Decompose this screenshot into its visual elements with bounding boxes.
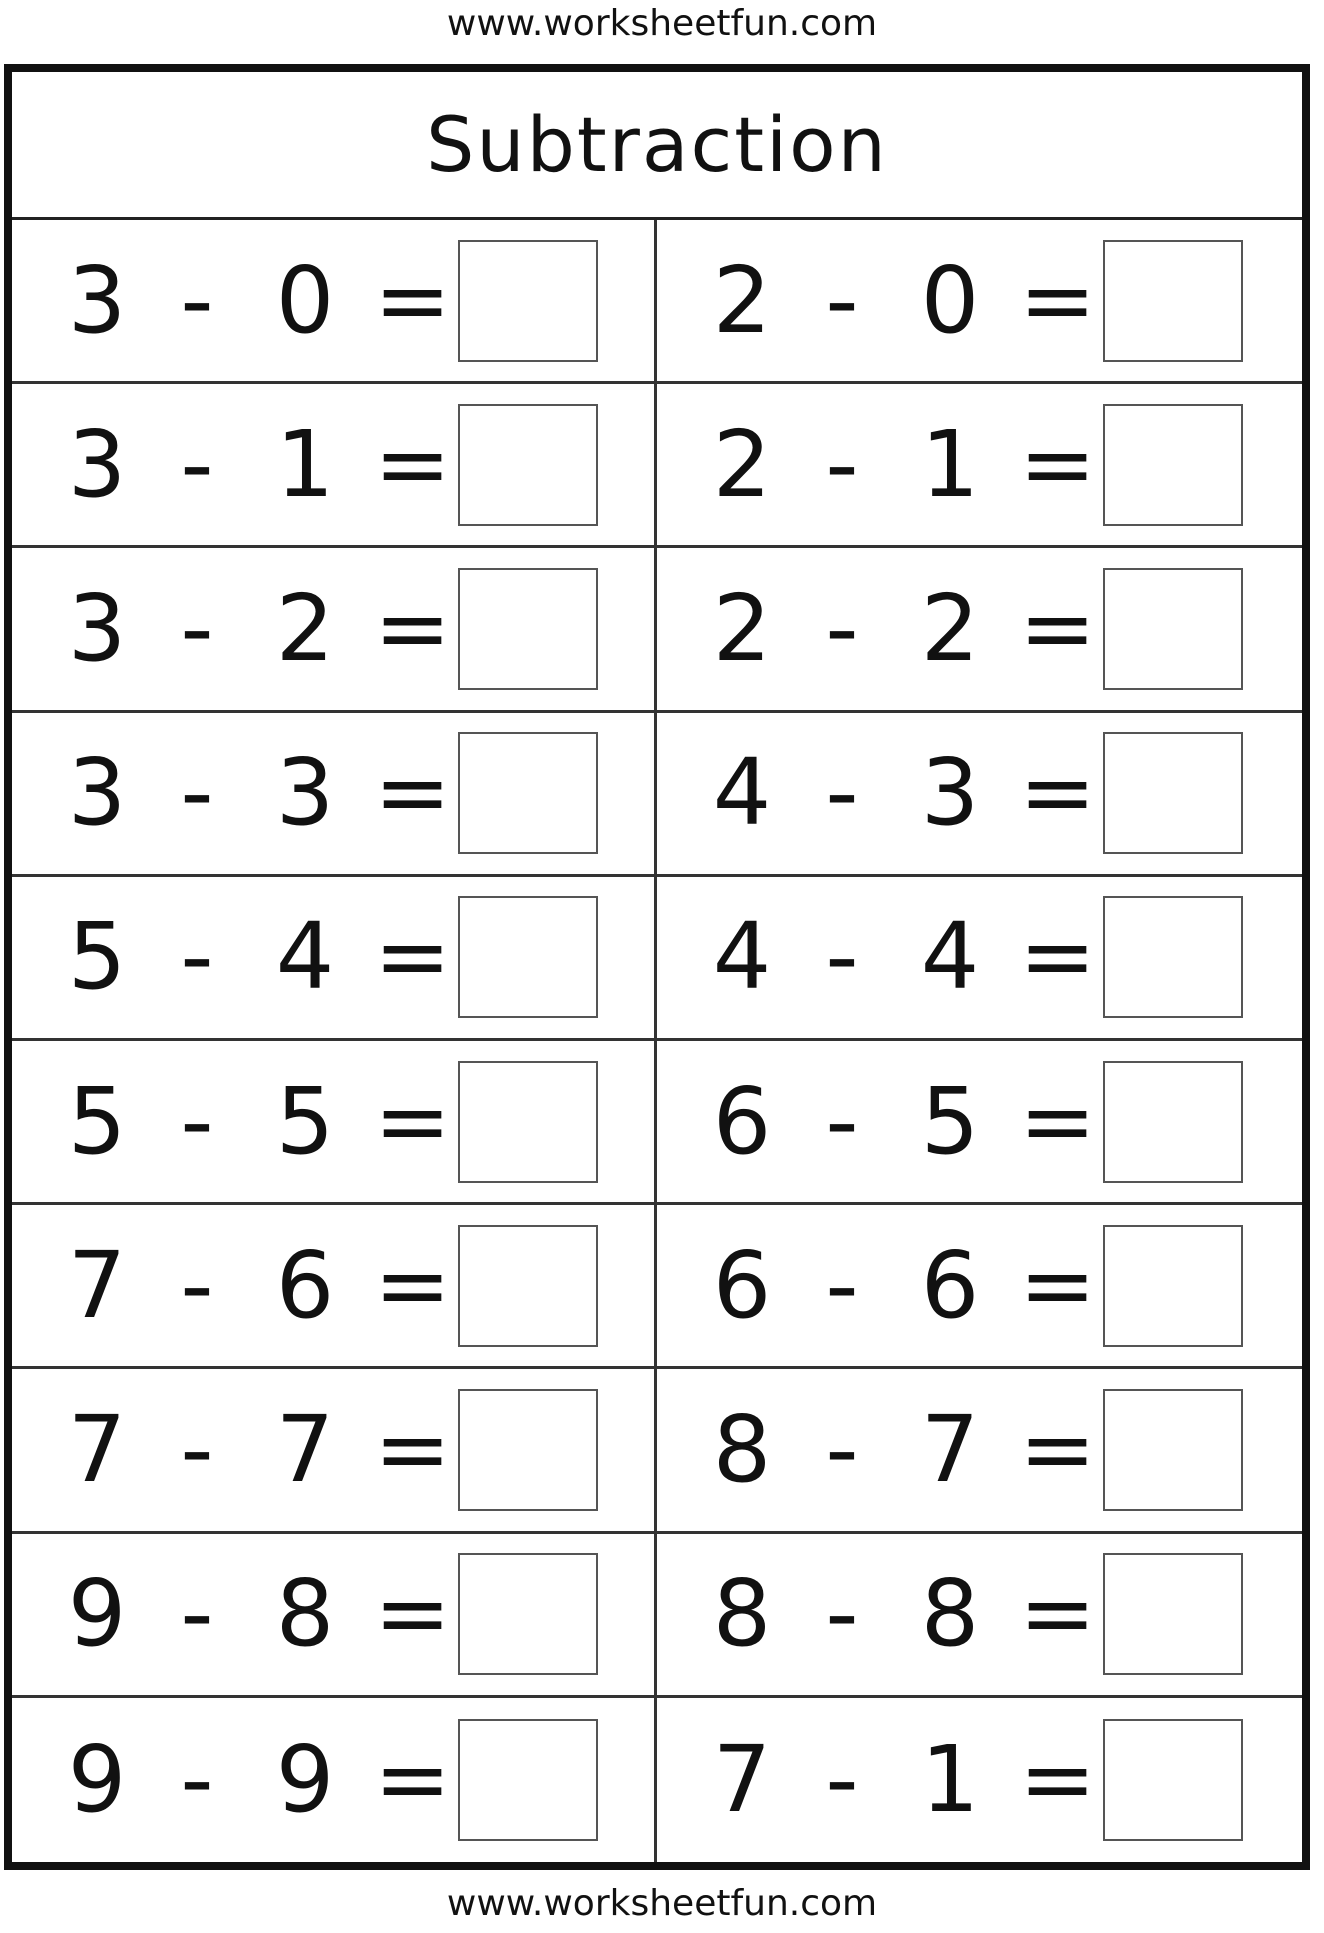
problem-grid xyxy=(12,220,1302,1862)
answer-box[interactable] xyxy=(458,404,598,526)
answer-box[interactable] xyxy=(1103,404,1243,526)
first-operand: 4 xyxy=(712,739,772,847)
first-operand: 2 xyxy=(712,574,772,682)
answer-box[interactable] xyxy=(458,240,598,362)
first-operand: 9 xyxy=(67,1560,127,1668)
answer-box[interactable] xyxy=(458,1719,598,1841)
second-operand: 7 xyxy=(920,1395,980,1503)
answer-box[interactable] xyxy=(1103,896,1243,1018)
second-operand: 3 xyxy=(275,739,335,847)
problem-cell xyxy=(657,384,1302,548)
problem-cell xyxy=(12,713,657,877)
minus-sign: - xyxy=(825,246,859,354)
second-operand: 6 xyxy=(920,1231,980,1339)
minus-sign: - xyxy=(180,1067,214,1175)
minus-sign: - xyxy=(825,1395,859,1503)
equals-sign: = xyxy=(1019,574,1097,682)
problem-cell xyxy=(657,220,1302,384)
equals-sign: = xyxy=(1019,903,1097,1011)
minus-sign: - xyxy=(180,574,214,682)
answer-box[interactable] xyxy=(458,896,598,1018)
second-operand: 8 xyxy=(275,1560,335,1668)
second-operand: 7 xyxy=(275,1395,335,1503)
first-operand: 3 xyxy=(67,410,127,518)
first-operand: 5 xyxy=(67,1067,127,1175)
first-operand: 5 xyxy=(67,903,127,1011)
second-operand: 2 xyxy=(275,574,335,682)
equals-sign: = xyxy=(374,1231,452,1339)
problem-cell xyxy=(12,384,657,548)
second-operand: 2 xyxy=(920,574,980,682)
answer-box[interactable] xyxy=(1103,1061,1243,1183)
problem-cell xyxy=(657,1041,1302,1205)
equals-sign: = xyxy=(1019,739,1097,847)
equals-sign: = xyxy=(374,246,452,354)
answer-box[interactable] xyxy=(1103,1389,1243,1511)
answer-box[interactable] xyxy=(458,568,598,690)
problem-cell xyxy=(12,1698,657,1862)
equals-sign: = xyxy=(374,1725,452,1833)
equals-sign: = xyxy=(1019,1725,1097,1833)
problem-cell xyxy=(657,713,1302,877)
site-url-footer: www.worksheetfun.com xyxy=(446,1883,878,1924)
worksheet xyxy=(4,64,1310,1870)
answer-box[interactable] xyxy=(458,1061,598,1183)
problem-cell xyxy=(657,1534,1302,1698)
problem-cell xyxy=(12,548,657,712)
first-operand: 6 xyxy=(712,1067,772,1175)
problem-cell xyxy=(12,1205,657,1369)
first-operand: 7 xyxy=(712,1725,772,1833)
minus-sign: - xyxy=(825,903,859,1011)
minus-sign: - xyxy=(825,739,859,847)
equals-sign: = xyxy=(374,739,452,847)
minus-sign: - xyxy=(825,410,859,518)
second-operand: 8 xyxy=(920,1560,980,1668)
problem-cell xyxy=(12,1369,657,1533)
answer-box[interactable] xyxy=(1103,240,1243,362)
site-url-header: www.worksheetfun.com xyxy=(446,3,878,44)
equals-sign: = xyxy=(1019,1560,1097,1668)
first-operand: 3 xyxy=(67,739,127,847)
answer-box[interactable] xyxy=(458,1553,598,1675)
answer-box[interactable] xyxy=(1103,568,1243,690)
equals-sign: = xyxy=(1019,1395,1097,1503)
second-operand: 6 xyxy=(275,1231,335,1339)
first-operand: 3 xyxy=(67,574,127,682)
second-operand: 0 xyxy=(275,246,335,354)
first-operand: 3 xyxy=(67,246,127,354)
answer-box[interactable] xyxy=(1103,1225,1243,1347)
minus-sign: - xyxy=(180,246,214,354)
minus-sign: - xyxy=(180,1560,214,1668)
second-operand: 1 xyxy=(920,410,980,518)
answer-box[interactable] xyxy=(1103,732,1243,854)
problem-cell xyxy=(12,1041,657,1205)
minus-sign: - xyxy=(825,1231,859,1339)
minus-sign: - xyxy=(825,1067,859,1175)
second-operand: 4 xyxy=(920,903,980,1011)
worksheet-title: Subtraction xyxy=(426,100,888,189)
problem-cell xyxy=(657,1369,1302,1533)
answer-box[interactable] xyxy=(458,732,598,854)
equals-sign: = xyxy=(1019,410,1097,518)
equals-sign: = xyxy=(1019,1231,1097,1339)
problem-cell xyxy=(657,1205,1302,1369)
second-operand: 3 xyxy=(920,739,980,847)
equals-sign: = xyxy=(374,1067,452,1175)
equals-sign: = xyxy=(374,1395,452,1503)
answer-box[interactable] xyxy=(458,1389,598,1511)
equals-sign: = xyxy=(374,410,452,518)
second-operand: 0 xyxy=(920,246,980,354)
minus-sign: - xyxy=(180,1395,214,1503)
first-operand: 2 xyxy=(712,410,772,518)
minus-sign: - xyxy=(180,739,214,847)
second-operand: 5 xyxy=(275,1067,335,1175)
answer-box[interactable] xyxy=(1103,1719,1243,1841)
problem-cell xyxy=(657,548,1302,712)
problem-cell xyxy=(12,220,657,384)
problem-cell xyxy=(12,1534,657,1698)
first-operand: 8 xyxy=(712,1395,772,1503)
second-operand: 1 xyxy=(920,1725,980,1833)
first-operand: 4 xyxy=(712,903,772,1011)
first-operand: 8 xyxy=(712,1560,772,1668)
minus-sign: - xyxy=(180,1725,214,1833)
title-row xyxy=(12,72,1302,220)
first-operand: 7 xyxy=(67,1395,127,1503)
problem-cell xyxy=(657,877,1302,1041)
problem-cell xyxy=(657,1698,1302,1862)
answer-box[interactable] xyxy=(458,1225,598,1347)
first-operand: 2 xyxy=(712,246,772,354)
equals-sign: = xyxy=(374,1560,452,1668)
second-operand: 5 xyxy=(920,1067,980,1175)
first-operand: 6 xyxy=(712,1231,772,1339)
equals-sign: = xyxy=(1019,1067,1097,1175)
minus-sign: - xyxy=(825,1560,859,1668)
equals-sign: = xyxy=(374,574,452,682)
equals-sign: = xyxy=(374,903,452,1011)
second-operand: 4 xyxy=(275,903,335,1011)
minus-sign: - xyxy=(180,410,214,518)
minus-sign: - xyxy=(825,574,859,682)
minus-sign: - xyxy=(825,1725,859,1833)
second-operand: 1 xyxy=(275,410,335,518)
second-operand: 9 xyxy=(275,1725,335,1833)
problem-cell xyxy=(12,877,657,1041)
first-operand: 7 xyxy=(67,1231,127,1339)
equals-sign: = xyxy=(1019,246,1097,354)
minus-sign: - xyxy=(180,1231,214,1339)
minus-sign: - xyxy=(180,903,214,1011)
first-operand: 9 xyxy=(67,1725,127,1833)
answer-box[interactable] xyxy=(1103,1553,1243,1675)
